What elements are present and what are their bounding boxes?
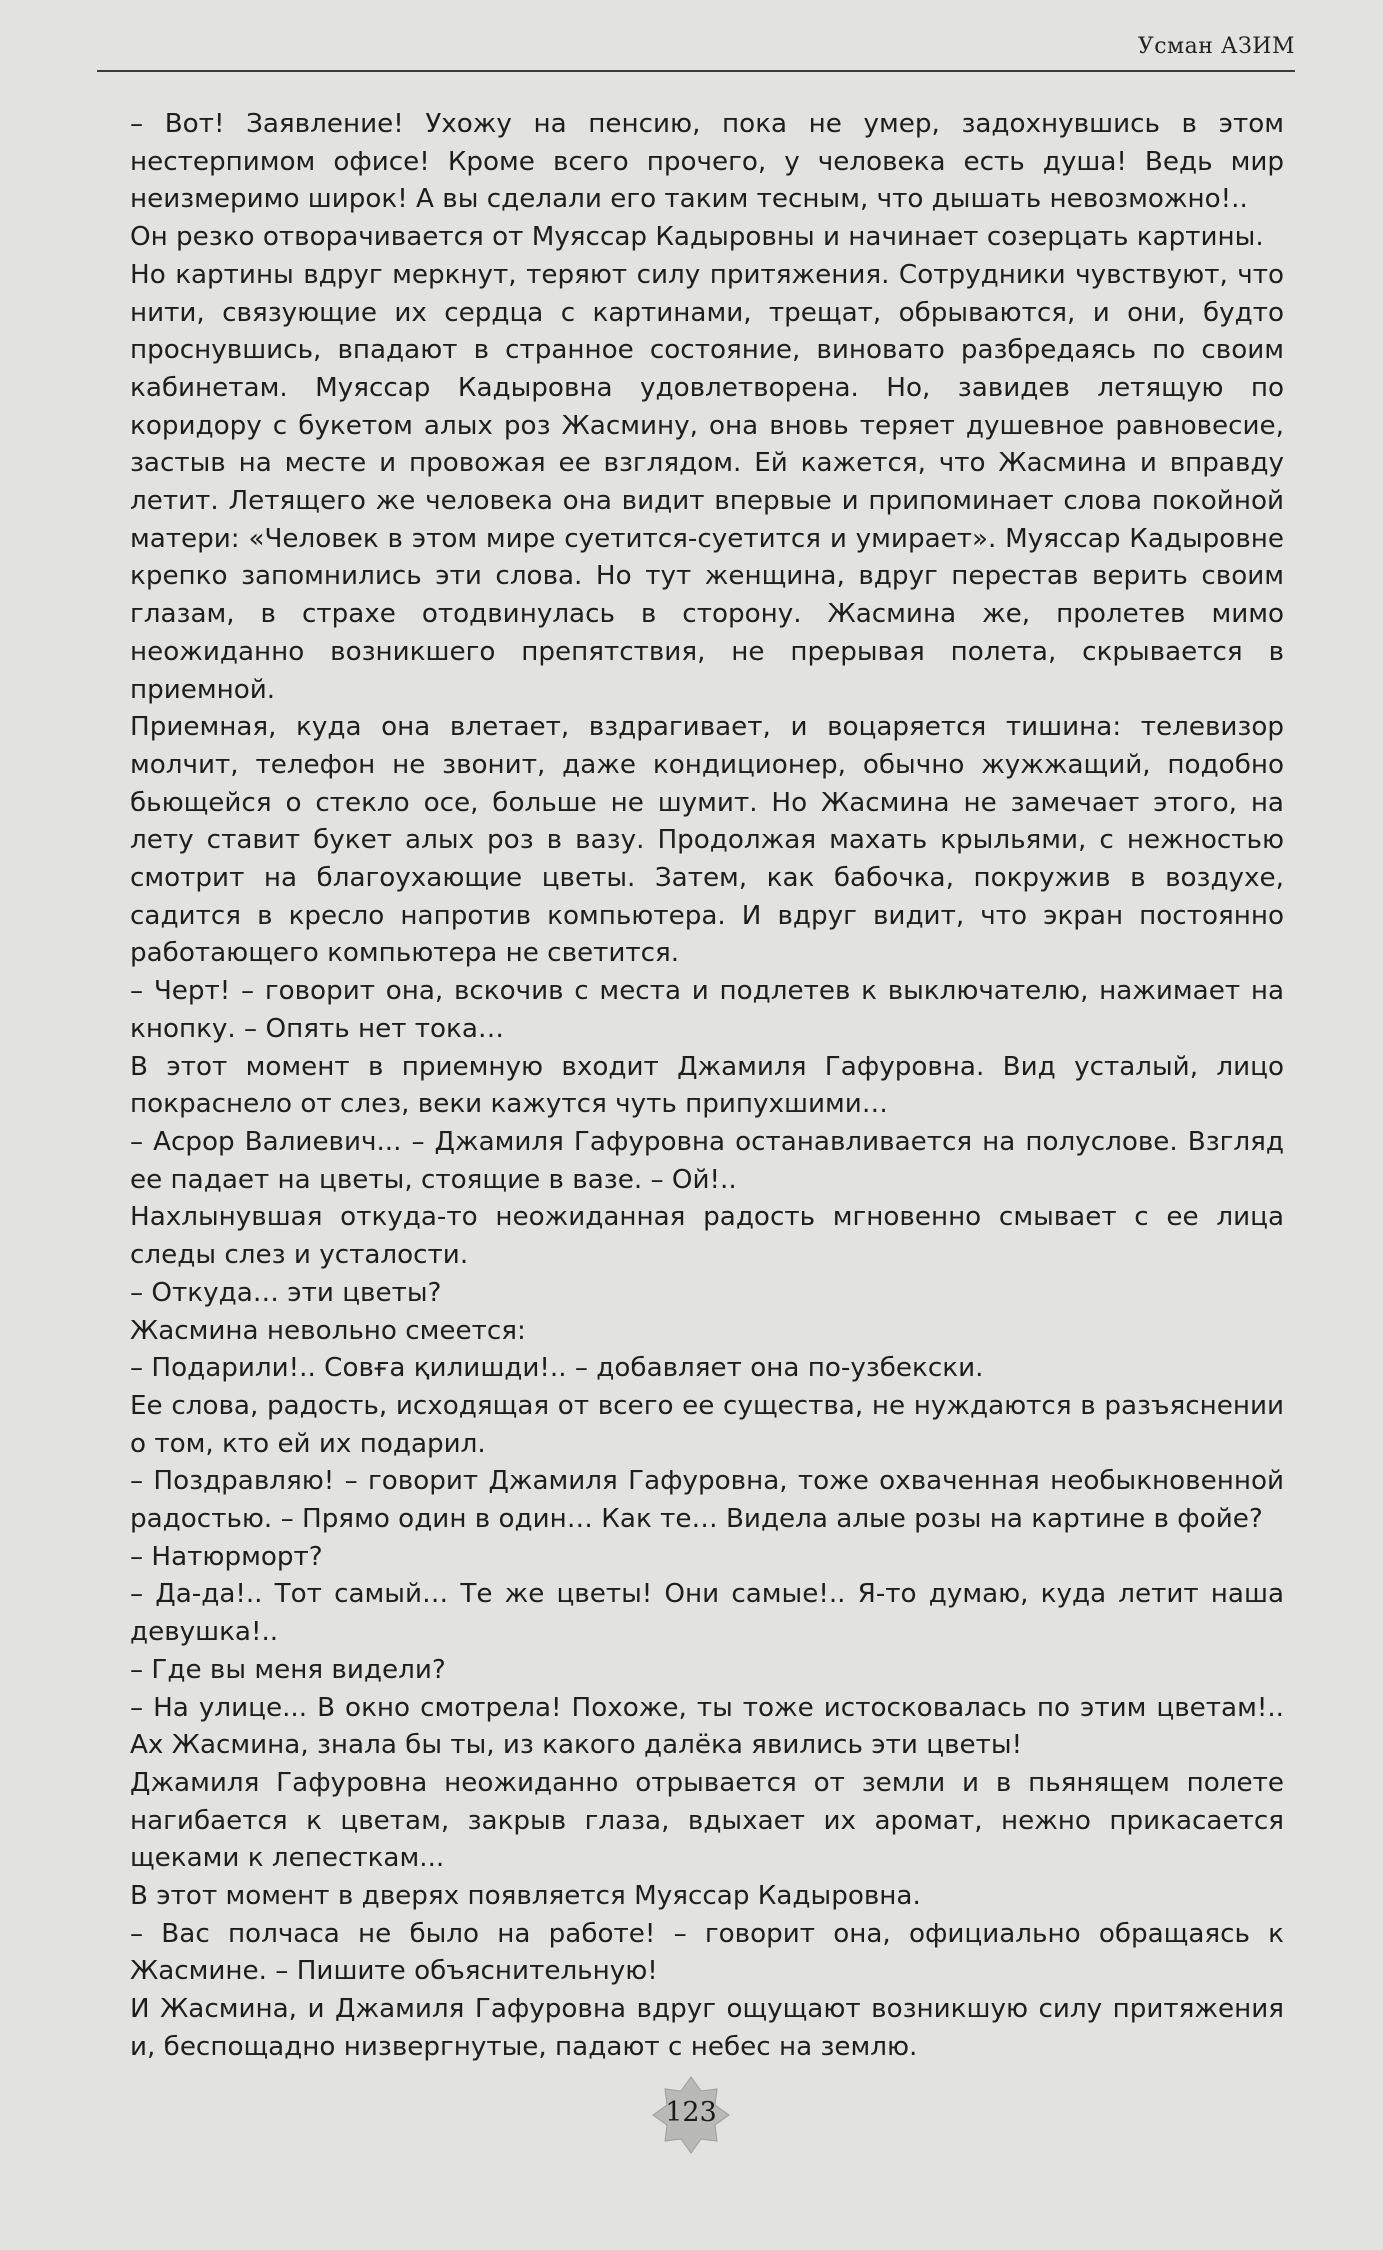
page-number-badge xyxy=(651,2075,731,2155)
paragraph: – Асрор Валиевич... – Джамиля Гафуровна останавливается на полуслове. Взгляд ее падает на цветы, стоящие в вазе. – Ой!.. xyxy=(130,1126,1284,1195)
paragraph: – Вот! Заявление! Ухожу на пенсию, пока не умер, задохнувшись в этом нестерпимом офисе! Кроме всего прочего, у человека есть душа! Ведь мир неизмеримо широк! А вы сделали его таким тесным, что дышать невозможно!.. xyxy=(130,109,1284,215)
paragraph: В этот момент в приемную входит Джамиля Гафуровна. Вид усталый, лицо покраснело от слез, веки кажутся чуть припухшими… xyxy=(130,1051,1284,1120)
running-header xyxy=(97,30,1295,72)
paragraph: Но картины вдруг меркнут, теряют силу притяжения. Сотрудники чувствуют, что нити, связующие их сердца с картинами, трещат, обрываются, и они, будто проснувшись, впадают в странное состояние, виновато разбредаясь по своим кабинетам. Муяссар Кадыровна удовлетворена. Но, завидев летящую по коридору с букетом алых роз Жасмину, она вновь теряет душевное равновесие, застыв на месте и провожая ее взглядом. Ей кажется, что Жасмина и вправду летит. Летящего же человека она видит впервые и припоминает слова покойной матери: «Человек в этом мире суетится-суетится и умирает». Муяссар Кадыровне крепко запомнились эти слова. Но тут женщина, вдруг перестав верить своим глазам, в страхе отодвинулась в сторону. Жасмина же, пролетев мимо неожиданно возникшего препятствия, не прерывая полета, скрывается в приемной. xyxy=(130,259,1284,705)
page-body xyxy=(130,106,1284,2067)
paragraph: И Жасмина, и Джамиля Гафуровна вдруг ощущают возникшую силу притяжения и, беспощадно низвергнутые, падают с небес на землю. xyxy=(130,1994,1284,2062)
paragraph: В этот момент в дверях появляется Муяссар Кадыровна. xyxy=(130,1881,921,1912)
paragraph: – Где вы меня видели? xyxy=(130,1654,446,1685)
paragraph: – Вас полчаса не было на работе! – говорит она, официально обращаясь к Жасмине. – Пишите объяснительную! xyxy=(130,1918,1284,1987)
paragraph: – Откуда… эти цветы? xyxy=(130,1277,442,1308)
paragraph: Нахлынувшая откуда-то неожиданная радость мгновенно смывает с ее лица следы слез и усталости. xyxy=(130,1202,1284,1271)
paragraph: Жасмина невольно смеется: xyxy=(130,1315,526,1346)
paragraph: – Да-да!.. Тот самый… Те же цветы! Они самые!.. Я-то думаю, куда летит наша девушка!.. xyxy=(130,1579,1284,1648)
paragraph: – Натюрморт? xyxy=(130,1541,323,1572)
paragraph: Ее слова, радость, исходящая от всего ее существа, не нуждаются в разъяснении о том, кто ей их подарил. xyxy=(130,1390,1284,1459)
paragraph: Приемная, куда она влетает, вздрагивает, и воцаряется тишина: телевизор молчит, телефон не звонит, даже кондиционер, обычно жужжащий, подобно бьющейся о стекло осе, больше не шумит. Но Жасмина не замечает этого, на лету ставит букет алых роз в вазу. Продолжая махать крыльями, с нежностью смотрит на благоухающие цветы. Затем, как бабочка, покружив в воздухе, садится в кресло напротив компьютера. И вдруг видит, что экран постоянно работающего компьютера не светится. xyxy=(130,712,1284,969)
paragraph: – Черт! – говорит она, вскочив с места и подлетев к выключателю, нажимает на кнопку. – Опять нет тока… xyxy=(130,976,1284,1044)
paragraph: Он резко отворачивается от Муяссар Кадыровны и начинает созерцать картины. xyxy=(130,222,1264,253)
page-number: 123 xyxy=(665,2097,717,2128)
paragraph: – Подарили!.. Совға қилишди!.. – добавляет она по-узбекски. xyxy=(130,1353,984,1384)
paragraph: Джамиля Гафуровна неожиданно отрывается от земли и в пьянящем полете нагибается к цветам, закрыв глаза, вдыхает их аромат, нежно прикасается щеками к лепесткам... xyxy=(130,1767,1284,1874)
header-author: Усман АЗИМ xyxy=(1137,34,1295,59)
paragraph: – На улице... В окно смотрела! Похоже, ты тоже истосковалась по этим цветам!.. Ах Жасмина, знала бы ты, из какого далёка явились эти цветы! xyxy=(130,1692,1284,1761)
paragraph: – Поздравляю! – говорит Джамиля Гафуровна, тоже охваченная необыкновенной радостью. – Прямо один в один… Как те… Видела алые розы на картине в фойе? xyxy=(130,1466,1284,1535)
